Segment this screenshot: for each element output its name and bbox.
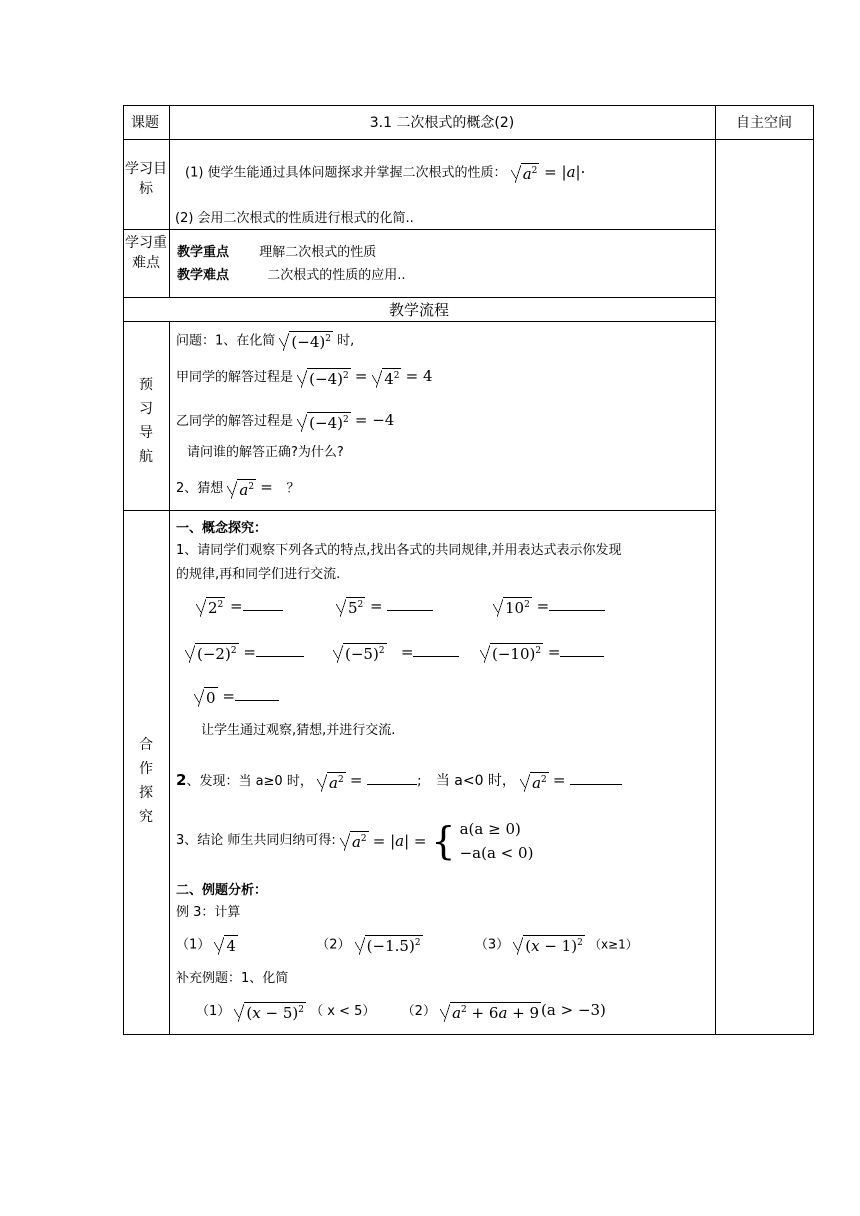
- sqrt-a-squared: $a^2$: [317, 772, 346, 792]
- example-section-title: 二、例题分析：: [176, 883, 268, 898]
- supp2-cond: (a > −3): [541, 1001, 606, 1019]
- yi-solution: [176, 411, 394, 432]
- objective-1-text: (1) 使学生能通过具体问题探求并掌握二次根式的性质：: [185, 165, 507, 181]
- guess-suffix: ？: [286, 481, 300, 496]
- col-divider: [169, 105, 170, 297]
- self-space-label: 自主空间: [736, 115, 792, 131]
- preview-question-1: [176, 331, 354, 351]
- answer-blank[interactable]: [570, 784, 622, 785]
- piecewise-cases: [460, 817, 534, 865]
- sqrt-expr: $10^2$: [493, 597, 532, 617]
- discover-mid: 当 a<0 时，: [435, 773, 516, 789]
- teaching-flow-title: 教学流程: [388, 301, 449, 319]
- answer-blank[interactable]: [243, 610, 283, 611]
- supp2-num: （2）: [401, 1004, 436, 1019]
- result: = −4: [354, 411, 395, 429]
- col-divider: [169, 321, 170, 1035]
- objective-1-formula: [511, 163, 586, 183]
- fill-sqrt-neg5sq: $(-5)^2$ =: [333, 643, 459, 663]
- sqrt-a-squared: $a^2$: [340, 831, 369, 851]
- sqrt-expr: 0: [194, 687, 218, 707]
- jia-solution: [176, 367, 433, 388]
- answer-blank[interactable]: [235, 700, 279, 701]
- answer-blank[interactable]: [367, 784, 417, 785]
- difficulty-line: [177, 268, 406, 284]
- sqrt-a-squared: $a^2$: [520, 772, 549, 792]
- focus-line: [177, 245, 376, 261]
- cooperate-label: 合作探究: [139, 737, 153, 825]
- equals: =: [349, 771, 368, 789]
- objective-1: [185, 163, 585, 183]
- result: = 4: [405, 367, 433, 385]
- q1-suffix: 时,: [337, 333, 355, 349]
- table-border-top: [123, 105, 814, 106]
- concept-section-title: 一、概念探究：: [176, 521, 268, 536]
- sqrt-expr: $4^2$: [372, 368, 401, 388]
- jia-prefix: 甲同学的解答过程是: [176, 370, 294, 385]
- sqrt-a-squared: $a^2$: [227, 479, 256, 499]
- key-points-label: 学习重难点: [125, 235, 167, 272]
- objectives-label: 学习目标: [125, 161, 167, 198]
- difficulty-label: 教学难点: [177, 268, 230, 283]
- answer-blank[interactable]: [413, 656, 459, 657]
- fill-sqrt-2sq: $2^2$ =: [196, 597, 283, 617]
- sqrt-neg1-5sq: $(-1.5)^2$: [355, 935, 423, 955]
- sqrt-x-minus-1-sq: $(x - 1)^2$: [513, 935, 585, 955]
- fill-sqrt-5sq: $5^2$ =: [336, 597, 433, 617]
- lesson-plan-table: [123, 105, 814, 1035]
- example-3-items: [176, 935, 638, 955]
- preview-ask: 请问谁的解答正确?为什么?: [187, 445, 344, 460]
- sqrt-expr: $(-10)^2$: [480, 643, 543, 663]
- row-divider: [123, 139, 814, 140]
- preview-guess: [176, 478, 300, 499]
- sqrt-expr: $(-4)^2$: [297, 368, 351, 388]
- focus-label: 教学重点: [177, 245, 230, 260]
- row-divider: [123, 321, 715, 322]
- header-topic-label: 课题: [131, 115, 159, 131]
- answer-blank[interactable]: [560, 656, 604, 657]
- answer-blank[interactable]: [549, 610, 605, 611]
- case-2: −a(a < 0): [459, 844, 534, 862]
- sqrt-expr: $5^2$: [336, 597, 365, 617]
- row-divider: [123, 229, 715, 230]
- sqrt-x-minus-5-sq: $(x - 5)^2$: [234, 1002, 306, 1022]
- fill-sqrt-10sq: $10^2$ =: [493, 597, 605, 617]
- equals: =: [552, 771, 571, 789]
- sqrt-a-squared: $a^2$: [511, 163, 540, 183]
- objective-2: (2) 会用二次根式的性质进行根式的化简..: [175, 211, 414, 226]
- intro-line-2: 的规律,再和同学们进行交流.: [176, 567, 341, 582]
- lesson-title: 3.1 二次根式的概念(2): [369, 115, 515, 131]
- formula-rest: = |a|·: [544, 163, 586, 181]
- table-border-bottom: [123, 1034, 814, 1035]
- focus-text: 理解二次根式的性质: [259, 245, 377, 260]
- ex1-num: （1）: [176, 937, 211, 953]
- yi-prefix: 乙同学的解答过程是: [176, 414, 294, 429]
- q1-prefix: 问题：1、在化简: [176, 333, 276, 349]
- fill-sqrt-0: 0 =: [194, 687, 279, 707]
- ex2-num: （2）: [316, 937, 351, 953]
- discover-prefix: 、发现：当 a≥0 时，: [186, 774, 313, 789]
- supplement-items: [196, 1001, 606, 1022]
- equals: =: [260, 478, 283, 496]
- difficulty-text: 二次根式的性质的应用..: [267, 268, 406, 283]
- sqrt-expr: $(-4)^2$: [297, 412, 351, 432]
- table-border-right: [813, 105, 814, 1035]
- intro-line-1: 1、请同学们观察下列各式的特点,找出各式的共同规律,并用表达式表示你发现: [176, 543, 622, 558]
- supp1-num: （1）: [196, 1004, 231, 1019]
- ex3-num: （3）: [474, 937, 510, 953]
- sqrt-neg4-squared: $(-4)^2$: [279, 331, 333, 351]
- case-1: a(a ≥ 0): [459, 820, 521, 838]
- fill-sqrt-neg2sq: $(-2)^2$ =: [185, 643, 304, 663]
- sqrt-expr: $(-5)^2$: [333, 643, 387, 663]
- answer-blank[interactable]: [387, 610, 433, 611]
- ex3-cond: （x≥1）: [588, 937, 638, 952]
- row-divider: [123, 510, 715, 511]
- row-divider: [123, 297, 715, 298]
- sqrt-4: 4: [214, 935, 238, 955]
- sqrt-quadratic: $a^2 + 6a + 9$: [440, 1002, 541, 1022]
- fill-sqrt-neg10sq: $(-10)^2$ =: [480, 643, 604, 663]
- discover-num: 2: [176, 771, 187, 789]
- discover-line: 2、发现：当 a≥0 时， $a^2$ = ; 当 a<0 时， $a^2$ =: [176, 771, 622, 792]
- equals: = |a| =: [372, 832, 432, 850]
- brace-symbol: {: [431, 819, 456, 863]
- equals: =: [354, 367, 373, 385]
- answer-blank[interactable]: [256, 656, 304, 657]
- preview-label: 预习导航: [139, 377, 153, 465]
- observe-text: 让学生通过观察,猜想,并进行交流.: [201, 723, 396, 738]
- conclusion-prefix: 3、结论 师生共同归纳可得:: [176, 833, 336, 849]
- supp1-cond: （ x < 5）: [310, 1004, 376, 1019]
- example-3-title: 例 3：计算: [176, 905, 241, 920]
- supplement-title: 补充例题：1、化简: [176, 971, 289, 986]
- col-divider: [715, 105, 716, 1035]
- sqrt-expr: $2^2$: [196, 597, 225, 617]
- sqrt-expr: $(-2)^2$: [185, 643, 239, 663]
- conclusion-line: [176, 817, 533, 865]
- guess-prefix: 2、猜想: [176, 481, 224, 496]
